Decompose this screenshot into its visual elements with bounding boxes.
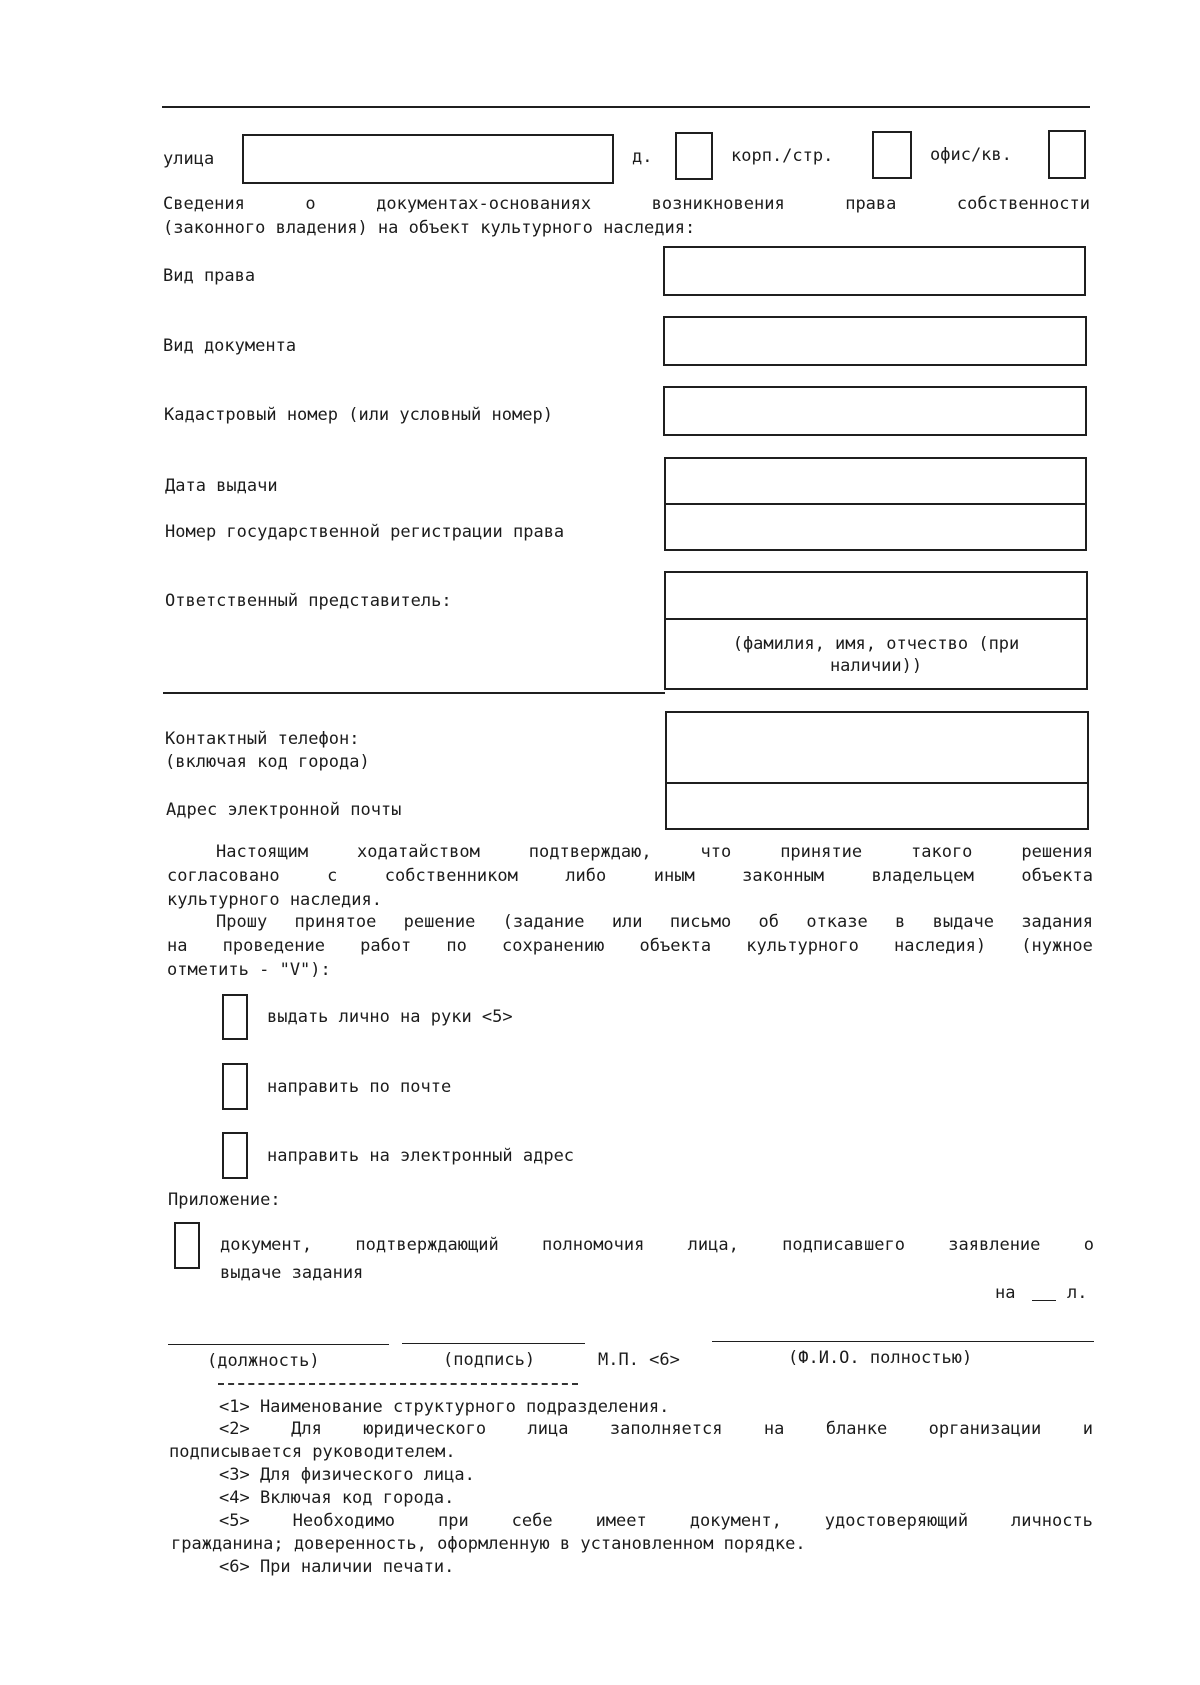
statement-p2-line1-word: принятое (294, 912, 377, 932)
ownership-intro-line1 (163, 193, 1090, 215)
ownership-intro-word: о (305, 194, 316, 214)
footnote-6: <6> При наличии печати. (219, 1557, 455, 1577)
statement-p1-line2-word: законным (742, 866, 825, 886)
delivery-option-checkbox-2[interactable] (222, 1063, 248, 1110)
footnote-2-line1-word: лица (527, 1419, 569, 1439)
statement-p1-line1-word: что (700, 842, 732, 862)
footnote-5-line2: гражданина; доверенность, оформленную в установленном порядке. (171, 1534, 806, 1554)
footnote-2-line2: подписывается руководителем. (169, 1442, 456, 1462)
appendix-item-line1-word: о (1083, 1235, 1094, 1255)
doc-type-input[interactable] (663, 316, 1087, 366)
statement-p2-line1 (216, 911, 1093, 933)
position-line[interactable] (168, 1344, 389, 1345)
statement-p2-line2-word: сохранению (502, 936, 605, 956)
statement-p2-line1-word: или (611, 912, 643, 932)
statement-p1-line2-word: владельцем (871, 866, 974, 886)
statement-p2-line2-word: на (167, 936, 188, 956)
street-input[interactable] (242, 134, 614, 184)
appendix-checkbox[interactable] (174, 1222, 200, 1269)
statement-p1-line1-word: подтверждаю, (528, 842, 652, 862)
right-type-input[interactable] (663, 246, 1086, 296)
fullname-line[interactable] (712, 1341, 1094, 1342)
representative-label: Ответственный представитель: (165, 591, 452, 611)
footnote-2-line1-word: Для (291, 1419, 322, 1439)
statement-p1-line1-word: решения (1021, 842, 1093, 862)
footnote-2-line1 (219, 1418, 1093, 1440)
statement-p2-line1-word: задания (1021, 912, 1093, 932)
appendix-item-line1-word: документ, (220, 1235, 313, 1255)
statement-p2-line2 (167, 935, 1093, 957)
appendix-item-line1-word: заявление (948, 1235, 1041, 1255)
right-type-label: Вид права (163, 266, 256, 286)
statement-p2-line2-word: проведение (222, 936, 325, 956)
building-input[interactable] (872, 131, 912, 179)
footnote-5-line1-word: документ, (689, 1511, 782, 1531)
footnote-5-line1-word: <5> (219, 1511, 250, 1531)
statement-p2-line1-word: об (758, 912, 780, 932)
email-input[interactable] (665, 782, 1089, 830)
issue-date-label: Дата выдачи (165, 476, 278, 496)
representative-name-caption-line1: (фамилия, имя, отчество (при (732, 634, 1020, 654)
representative-name-caption-line2: наличии)) (829, 656, 923, 676)
statement-p1-line2-word: иным (653, 866, 695, 886)
ownership-intro-word: возникновения (651, 194, 785, 214)
footnote-2-line1-word: организации (928, 1419, 1042, 1439)
delivery-option-checkbox-3[interactable] (222, 1132, 248, 1179)
statement-p2-line2-word: культурного (746, 936, 859, 956)
statement-p1-line3: культурного наследия. (167, 890, 382, 910)
doc-type-label: Вид документа (163, 336, 297, 356)
position-caption: (должность) (207, 1351, 320, 1371)
delivery-option-label-1: выдать лично на руки <5> (267, 1007, 513, 1027)
statement-p1-line1-word: ходатайством (357, 842, 480, 862)
footnote-3: <3> Для физического лица. (219, 1465, 475, 1485)
email-label: Адрес электронной почты (166, 800, 402, 820)
statement-p1-line1-word: принятие (780, 842, 863, 862)
cadastral-input[interactable] (663, 386, 1087, 436)
footnote-2-line1-word: юридического (363, 1419, 487, 1439)
footnote-5-line1-word: Необходимо (292, 1511, 396, 1531)
stamp-caption: М.П. <6> (598, 1350, 680, 1370)
footnote-separator (218, 1383, 578, 1385)
footnote-1: <1> Наименование структурного подразделения. (219, 1397, 670, 1417)
appendix-item-line1 (220, 1234, 1094, 1256)
statement-p2-line1-word: выдаче (932, 912, 995, 932)
appendix-item-line1-word: подписавшего (782, 1235, 905, 1255)
phone-label-line2: (включая код города) (165, 752, 370, 772)
appendix-pages-prefix: на (995, 1283, 1016, 1303)
footnote-2-line1-word: <2> (219, 1419, 250, 1439)
footnote-2-line1-word: и (1082, 1419, 1093, 1439)
statement-p2-line1-word: (задание (502, 912, 585, 932)
footnote-5-line1-word: личность (1011, 1511, 1093, 1531)
statement-p2-line2-word: по (446, 936, 467, 956)
statement-p1-line1 (216, 841, 1093, 863)
statement-p2-line1-word: Прошу (216, 912, 268, 932)
statement-p2-line1-word: решение (403, 912, 476, 932)
appendix-pages-suffix: л. (1067, 1283, 1088, 1303)
statement-p1-line2-word: объекта (1021, 866, 1093, 886)
fullname-caption: (Ф.И.О. полностью) (788, 1348, 973, 1368)
top-rule (162, 106, 1090, 108)
statement-p2-line2-word: работ (360, 936, 412, 956)
statement-p2-line2-word: объекта (639, 936, 712, 956)
ownership-intro-word: Сведения (163, 194, 245, 214)
statement-p1-line2 (167, 865, 1093, 887)
delivery-option-label-3: направить на электронный адрес (267, 1146, 575, 1166)
appendix-item-line1-word: подтверждающий (355, 1235, 499, 1255)
signature-caption: (подпись) (443, 1350, 536, 1370)
appendix-item-line1-word: полномочия (542, 1235, 645, 1255)
footnote-4: <4> Включая код города. (219, 1488, 455, 1508)
statement-p1-line2-word: с (327, 866, 338, 886)
footnote-5-line1-word: при (437, 1511, 469, 1531)
statement-p2-line2-word: наследия) (894, 936, 987, 956)
statement-p2-line3: отметить - "V"): (167, 960, 331, 980)
street-label: улица (163, 149, 215, 169)
statement-p1-line2-word: либо (565, 866, 607, 886)
statement-p2-line1-word: в (895, 912, 906, 932)
phone-label-line1: Контактный телефон: (165, 729, 360, 749)
ownership-intro-word: документах-основаниях (376, 194, 592, 214)
statement-p1-line1-word: Настоящим (216, 842, 309, 862)
reg-number-label: Номер государственной регистрации права (165, 522, 565, 542)
appendix-pages-input[interactable] (1032, 1300, 1056, 1301)
cadastral-label: Кадастровый номер (или условный номер) (164, 405, 553, 425)
statement-p1-line1-word: такого (911, 842, 973, 862)
house-label: д. (632, 147, 653, 167)
appendix-title: Приложение: (168, 1190, 281, 1210)
footnote-2-line1-word: на (763, 1419, 785, 1439)
statement-p1-line2-word: собственником (384, 866, 518, 886)
issue-date-input[interactable] (664, 457, 1087, 505)
appendix-item-line2: выдаче задания (220, 1263, 364, 1283)
footnote-5-line1-word: удостоверяющий (824, 1511, 969, 1531)
office-label: офис/кв. (930, 145, 1012, 165)
statement-p2-line2-word: (нужное (1021, 936, 1093, 956)
ownership-intro-line2: (законного владения) на объект культурного наследия: (163, 218, 696, 238)
reg-number-input[interactable] (664, 503, 1087, 551)
footnote-2-line1-word: бланке (825, 1419, 888, 1439)
statement-p2-line1-word: письмо (669, 912, 732, 932)
building-label: корп./стр. (731, 146, 834, 166)
phone-input[interactable] (665, 711, 1089, 784)
ownership-intro-word: собственности (956, 194, 1090, 214)
signature-line[interactable] (402, 1343, 585, 1344)
footnote-2-line1-word: заполняется (609, 1419, 723, 1439)
delivery-option-checkbox-1[interactable] (222, 994, 248, 1040)
footnote-5-line1-word: имеет (595, 1511, 647, 1531)
footnote-5-line1 (219, 1510, 1093, 1532)
representative-name-input[interactable] (664, 571, 1088, 620)
section-rule (163, 692, 665, 694)
footnote-5-line1-word: себе (511, 1511, 553, 1531)
office-input[interactable] (1048, 130, 1086, 179)
delivery-option-label-2: направить по почте (267, 1077, 452, 1097)
house-input[interactable] (675, 132, 713, 180)
ownership-intro-word: права (845, 194, 897, 214)
statement-p2-line1-word: отказе (806, 912, 868, 932)
appendix-item-line1-word: лица, (687, 1235, 739, 1255)
statement-p1-line2-word: согласовано (167, 866, 280, 886)
